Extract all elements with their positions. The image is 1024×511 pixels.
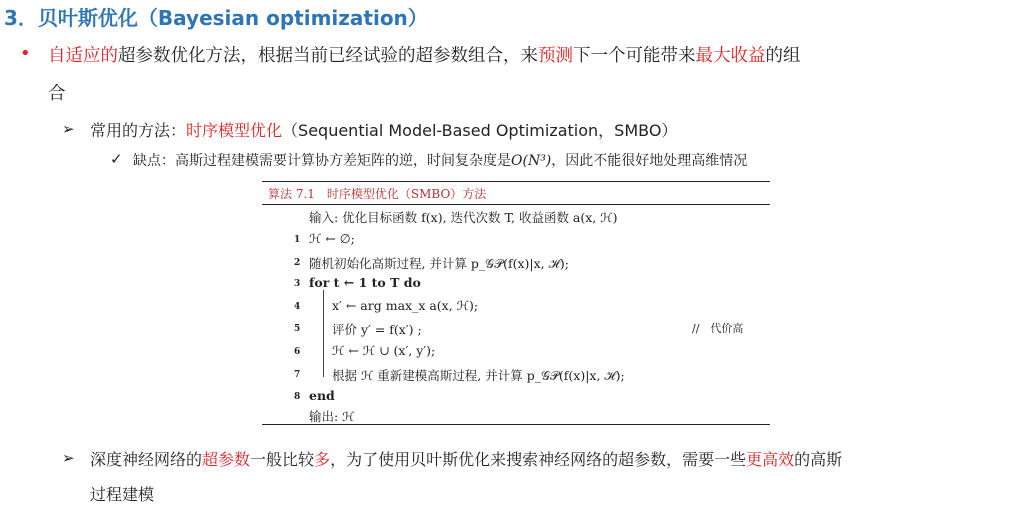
section-title: 3．贝叶斯优化（Bayesian optimization） (4, 6, 428, 30)
text-segment: 超参数优化方法，根据当前已经试验的超参数组合，来 (118, 46, 538, 66)
line-number: 1 (294, 235, 301, 245)
highlight-more-efficient: 更高效 (746, 450, 795, 469)
bullet-text-continued: 合 (48, 84, 66, 104)
loop-bar (323, 290, 324, 377)
algorithm-step: for t ← 1 to T do (309, 275, 421, 290)
algorithm-output: 输出: ℋ (309, 409, 355, 424)
algorithm-input: 输入: 优化目标函数 f(x), 迭代次数 T, 收益函数 a(x, ℋ) (309, 210, 618, 225)
bullet-marker: • (20, 43, 31, 64)
text-segment: 的高斯 (794, 450, 843, 469)
line-number: 2 (294, 258, 301, 268)
line-number: 4 (294, 302, 301, 312)
algorithm-caption: 算法 7.1 时序模型优化（SMBO）方法 (268, 187, 487, 201)
line-number: 7 (294, 370, 301, 380)
text-segment: 一般比较 (250, 450, 315, 469)
text-segment: 深度神经网络的 (90, 450, 203, 469)
bullet-text (48, 42, 801, 67)
top-rule (262, 181, 770, 182)
arrow-icon: ➢ (62, 449, 75, 467)
algorithm-step: 评价 y′ = f(x′) ; (332, 322, 422, 337)
highlight-smbo: 时序模型优化 (186, 121, 283, 140)
text-segment: 缺点：高斯过程建模需要计算协方差矩阵的逆，时间复杂度是 (133, 153, 511, 169)
highlight-many: 多 (314, 450, 331, 469)
sub-bullet-text (90, 447, 842, 470)
bottom-rule (262, 424, 770, 425)
arrow-icon: ➢ (62, 120, 75, 138)
algorithm-step: ℋ ← ∅; (309, 231, 355, 246)
drawback-text (133, 150, 747, 170)
text-segment: 的组 (765, 46, 801, 66)
highlight-max-gain: 最大收益 (695, 46, 766, 66)
algorithm-step: x′ ← arg max_x a(x, ℋ); (332, 298, 479, 313)
text-segment: ，因此不能很好地处理高维情况 (551, 153, 748, 169)
text-segment: 常用的方法： (90, 121, 187, 140)
algorithm-step: 随机初始化高斯过程, 并计算 p_𝒢𝒫(f(x)|x, ℋ); (309, 256, 569, 271)
highlight-predict: 预测 (538, 46, 573, 66)
sub-bullet-text-continued: 过程建模 (90, 485, 155, 504)
text-segment: 下一个可能带来 (573, 46, 696, 66)
algorithm-comment: // 代价高 (692, 322, 744, 335)
highlight-adaptive: 自适应的 (48, 46, 118, 66)
line-number: 8 (294, 392, 301, 402)
complexity-math: O(N³) (511, 153, 552, 169)
text-segment: （Sequential Model-Based Optimization，SMBO） (282, 121, 678, 140)
algorithm-step: end (309, 388, 335, 403)
line-number: 5 (294, 324, 301, 334)
check-icon: ✓ (110, 150, 123, 168)
line-number: 3 (294, 279, 301, 289)
text-segment: ，为了使用贝叶斯优化来搜索神经网络的超参数，需要一些 (330, 450, 747, 469)
algorithm-box (262, 181, 770, 425)
algorithm-step: ℋ ← ℋ ∪ (x′, y′); (332, 343, 436, 358)
line-number: 6 (294, 347, 301, 357)
caption-rule (262, 204, 770, 205)
sub-bullet-text (90, 118, 677, 141)
algorithm-step: 根据 ℋ 重新建模高斯过程, 并计算 p_𝒢𝒫(f(x)|x, ℋ); (332, 368, 625, 383)
highlight-hyperparams: 超参数 (202, 450, 251, 469)
